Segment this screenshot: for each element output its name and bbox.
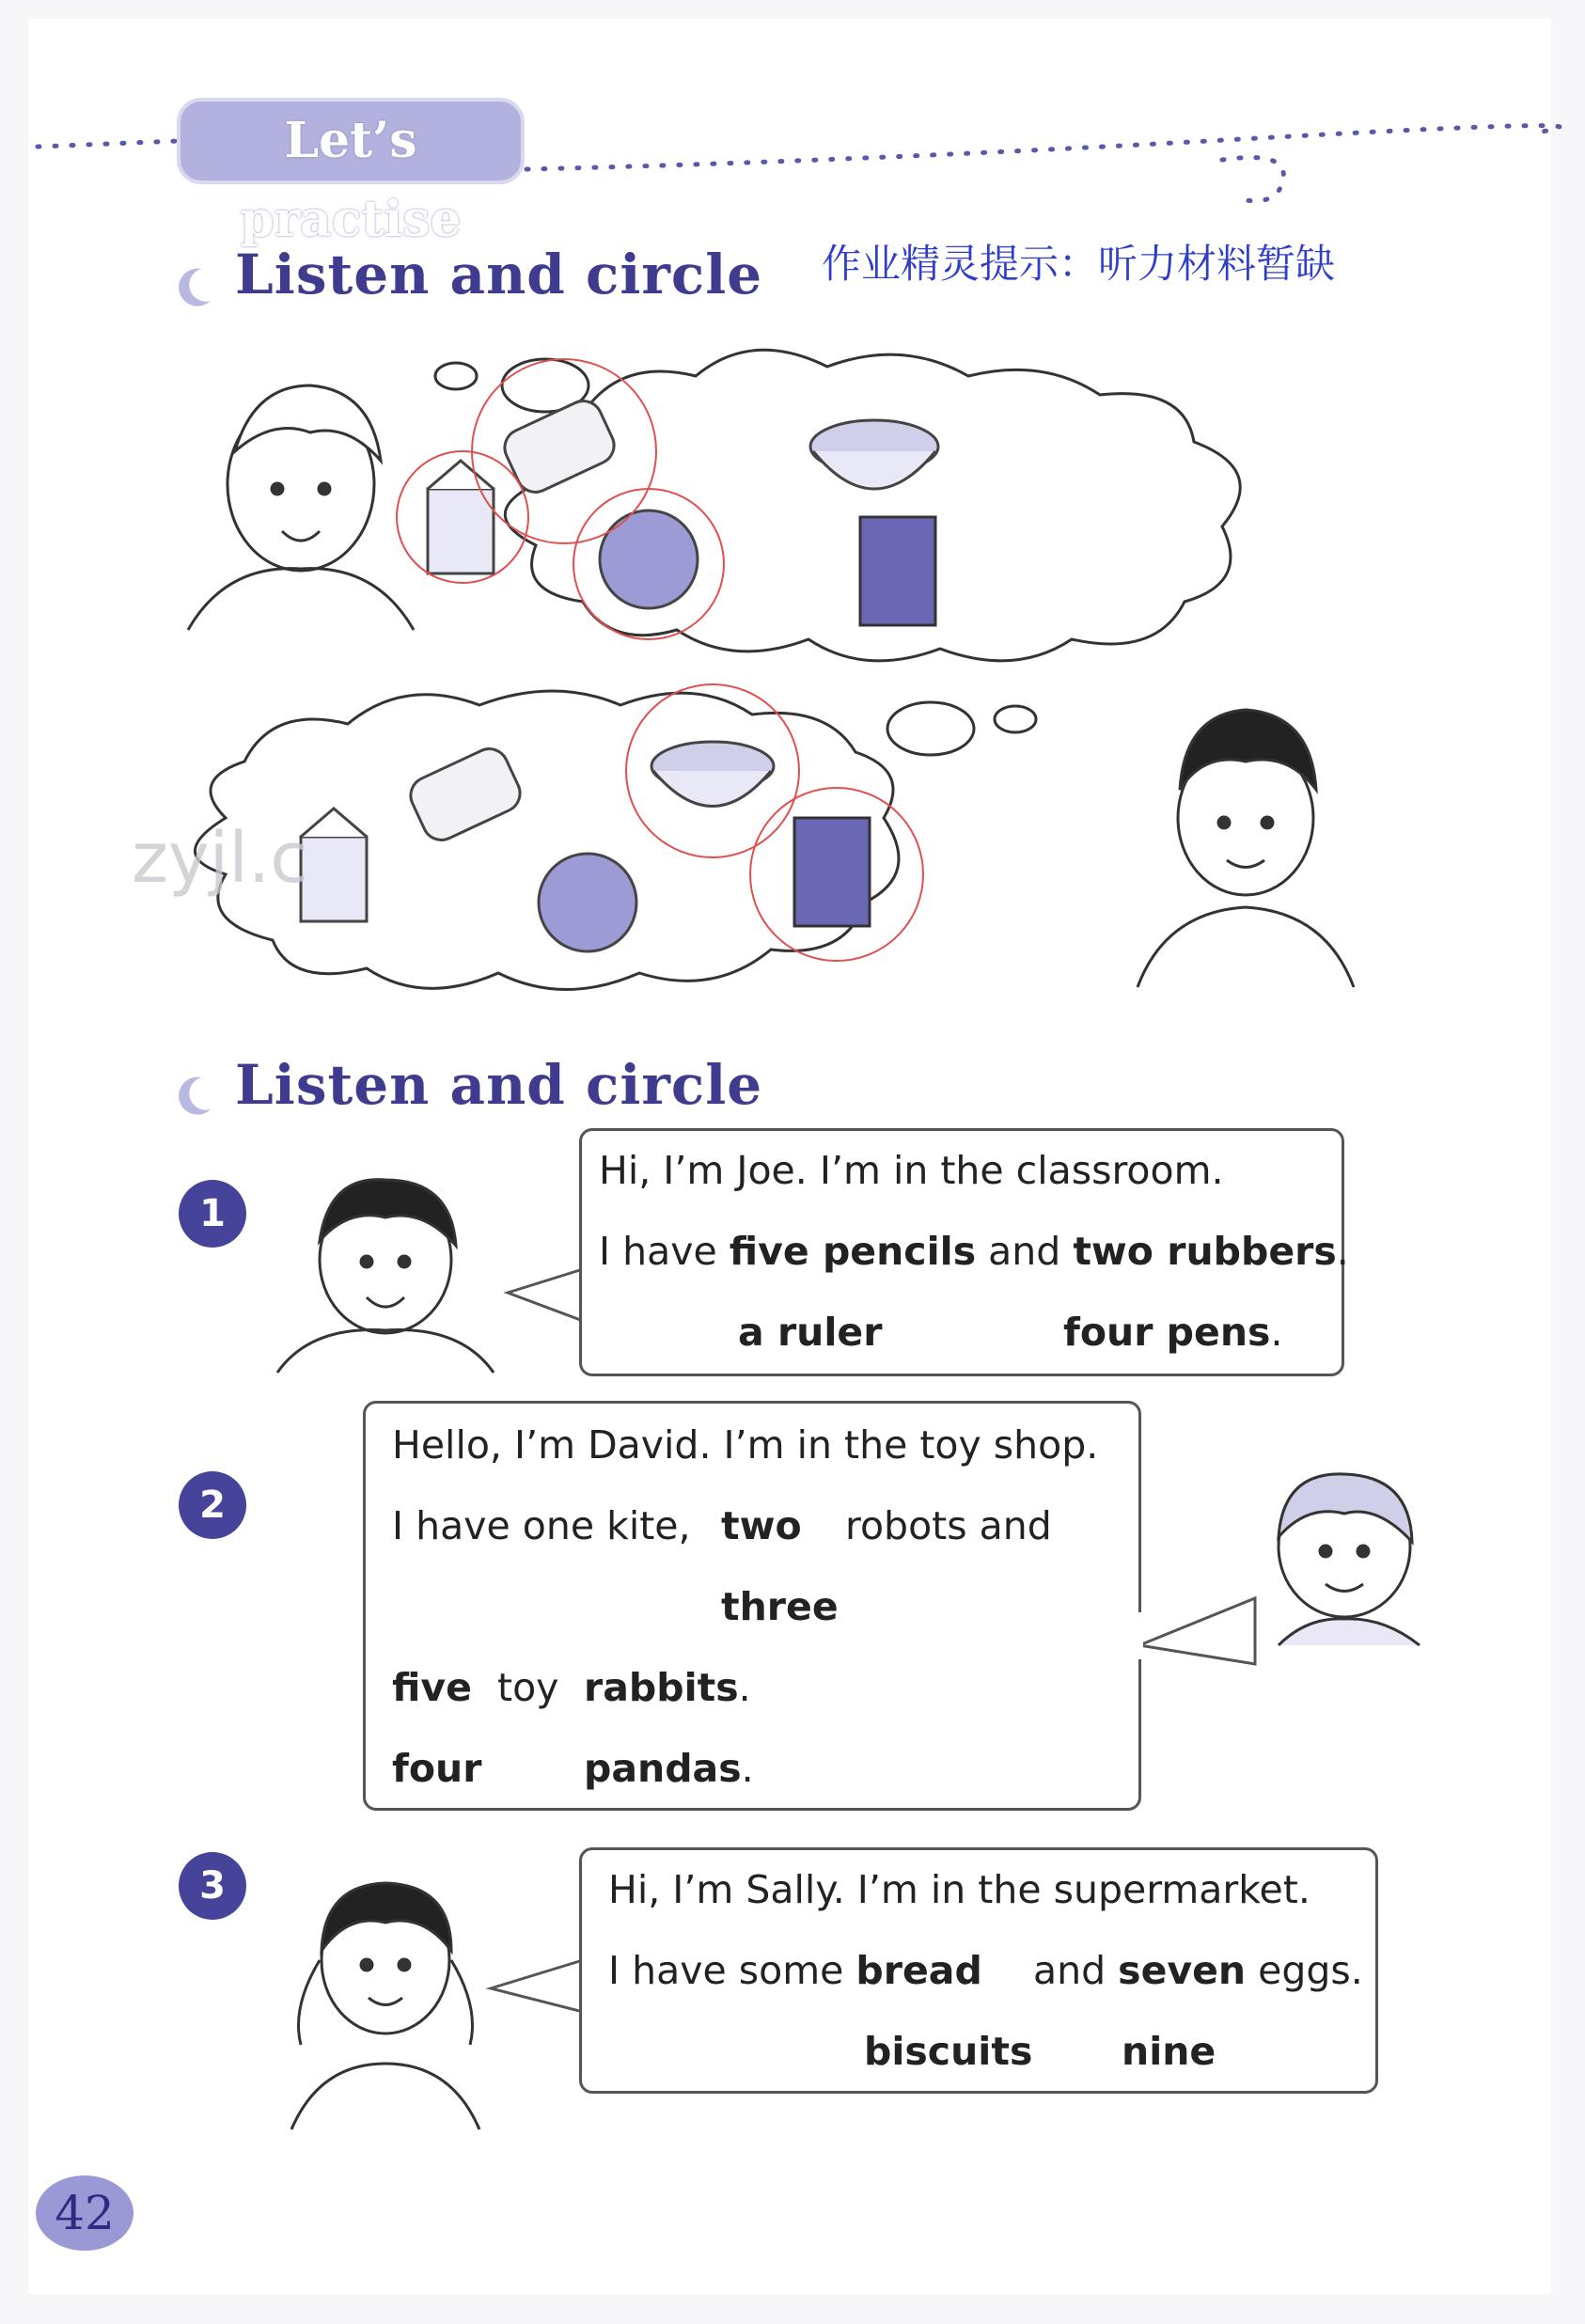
item-number: 1 — [179, 1180, 246, 1248]
answer-option[interactable]: three — [721, 1584, 839, 1629]
speech-bubble-joe — [579, 1128, 1349, 1376]
bubble-text: and — [1033, 1948, 1119, 1993]
orange-top — [600, 510, 698, 608]
answer-option[interactable]: rabbits — [584, 1665, 739, 1710]
bubble-text: I have some — [608, 1948, 856, 1993]
bubble-text: . — [738, 1665, 751, 1710]
juice-top — [860, 517, 935, 625]
bubble-text: I have — [599, 1229, 730, 1274]
watermark: zyjl.c — [132, 818, 308, 899]
girl-figure — [1138, 710, 1354, 987]
bubble-text: . — [1270, 1310, 1283, 1355]
item-number: 2 — [179, 1471, 246, 1539]
bubble-line: Hi, I’m Sally. I’m in the supermarket. — [608, 1867, 1310, 1912]
answer-option[interactable]: four — [392, 1746, 482, 1791]
moon-icon — [169, 1072, 216, 1119]
speech-bubble-sally — [579, 1847, 1378, 2094]
joe-figure — [273, 1156, 611, 1382]
bubble-text: . — [1336, 1229, 1349, 1274]
bubble-text: and — [976, 1229, 1074, 1274]
answer-option[interactable]: five — [392, 1665, 472, 1710]
juice-bottom — [794, 818, 870, 926]
answer-option[interactable]: nine — [1122, 2029, 1216, 2074]
hint-text: 作业精灵提示：听力材料暂缺 — [822, 241, 1336, 287]
section-title: Let’s practise — [177, 98, 525, 184]
moon-icon — [169, 263, 216, 310]
boy-figure — [188, 385, 414, 630]
bubble-text: eggs. — [1246, 1948, 1363, 1993]
answer-option[interactable]: two — [721, 1503, 802, 1548]
page-number: 42 — [36, 2175, 133, 2251]
orange-bottom — [539, 854, 636, 951]
speech-bubble-david — [363, 1401, 1141, 1811]
answer-option[interactable]: a ruler — [738, 1310, 883, 1355]
thought-bubble-top — [435, 350, 1240, 661]
bubble-text: robots and — [845, 1503, 1052, 1548]
activity1-illustration — [169, 348, 1391, 1025]
david-figure — [1138, 1448, 1438, 1673]
bubble-text: . — [741, 1746, 754, 1791]
bubble-text: toy — [497, 1665, 559, 1710]
answer-option[interactable]: five pencils — [729, 1229, 977, 1274]
sally-figure — [273, 1857, 592, 2139]
answer-option[interactable]: pandas — [584, 1746, 742, 1791]
milk-carton-top — [428, 461, 494, 573]
answer-option[interactable]: biscuits — [864, 2029, 1033, 2074]
answer-option[interactable]: two rubbers — [1073, 1229, 1337, 1274]
bubble-line: Hello, I’m David. I’m in the toy shop. — [392, 1422, 1099, 1468]
answer-option[interactable]: seven — [1118, 1948, 1247, 1993]
activity1-heading: Listen and circle — [235, 243, 763, 306]
answer-option[interactable]: four pens — [1063, 1310, 1271, 1355]
bubble-line: Hi, I’m Joe. I’m in the classroom. — [599, 1148, 1224, 1193]
item-number: 3 — [179, 1852, 246, 1920]
bubble-text: I have one kite, — [392, 1503, 691, 1548]
activity2-heading: Listen and circle — [235, 1053, 763, 1117]
answer-option[interactable]: bread — [855, 1948, 982, 1993]
